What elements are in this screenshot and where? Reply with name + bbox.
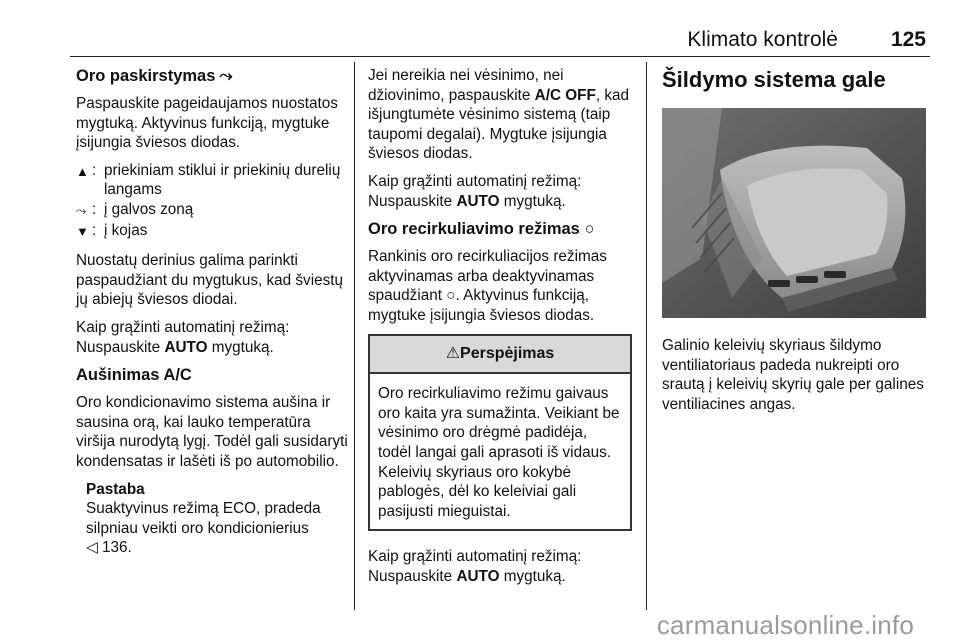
auto-keyword: AUTO	[164, 338, 208, 356]
air-distribution-heading: Oro paskirstymas ⤳	[76, 67, 233, 85]
warning-title: Perspėjimas	[460, 344, 555, 362]
air-distribution-list	[76, 161, 348, 241]
page-reference[interactable]: 136.	[102, 539, 132, 557]
ac-off-text: Jei nereikia nei vėsinimo, nei džiovinimo, paspauskite A/C OFF, kad išjungtumėte vėsinimo sistemą (taip taupomi degalai). Mygtuke įsijungia šviesos diodas.	[368, 67, 630, 163]
combo-text: Nuostatų derinius galima parinkti paspaudžiant du mygtukus, kad šviestų jų abiejų šviesos diodai.	[76, 252, 344, 309]
ac-off-keyword: A/C OFF	[534, 86, 596, 104]
column-3	[662, 66, 930, 422]
column-2	[368, 66, 632, 594]
page-number: 125	[890, 28, 926, 51]
warning-triangle-icon: ⚠	[445, 344, 461, 362]
list-item: ▲ : priekiniam stiklui ir priekinių durelių langams	[76, 161, 341, 199]
note-title: Pastaba	[86, 480, 145, 498]
page-header	[70, 28, 930, 58]
warning-box	[368, 334, 632, 532]
watermark: carmanualsonline.info	[656, 610, 914, 640]
rear-heating-heading: Šildymo sistema gale	[662, 67, 886, 92]
warning-text: Oro recirkuliavimo režimu gaivaus oro kaita yra sumažinta. Veikiant be vėsinimo oro drėgmė padidėja, todėl langai gali aprasoti iš vidaus. Keleivių skyriaus oro kokybė pablogės, dėl ko keleiviai gali pasijusti mieguistai.	[378, 385, 620, 520]
auto-keyword: AUTO	[456, 567, 500, 585]
note	[86, 480, 348, 558]
chapter-title: Klimato kontrolė	[687, 28, 838, 51]
air-distribution-intro: Paspauskite pageidaujamos nuostatos mygtuką. Aktyvinus funkciją, mygtuke įsijungia šviesos diodas.	[76, 95, 338, 152]
note-text: Suaktyvinus režimą ECO, pradeda silpniau veikti oro kondicionierius ◁ 136.	[86, 500, 321, 557]
recirculation-icon: ○	[584, 220, 595, 239]
column-1	[76, 66, 348, 558]
header-rule	[70, 56, 930, 57]
auto-keyword: AUTO	[456, 192, 500, 210]
cooling-text: Oro kondicionavimo sistema aušina ir sausina orą, kai lauko temperatūra viršija nurodytą lygį. Todėl gali susidaryti kondensatas ir lašėti iš po automobilio.	[76, 394, 348, 470]
auto-instruction: Kaip grąžinti automatinį režimą: Nuspauskite AUTO mygtuką.	[368, 548, 582, 585]
feet-arrow-down-icon: ▼	[76, 223, 89, 239]
warning-header	[370, 336, 630, 375]
rear-vent-photo	[662, 108, 926, 318]
recirculation-text: Rankinis oro recirkuliacijos režimas aktyvinamas arba deaktyvinamas spaudžiant ○. Aktyvinus funkciją, mygtuke įsijungia šviesos diodas.	[368, 248, 607, 324]
recirculation-heading: Oro recirkuliavimo režimas ○	[368, 220, 595, 239]
list-item: ⤳ : į galvos zoną	[76, 200, 348, 221]
windscreen-arrow-up-icon: ▲	[76, 163, 89, 179]
auto-instruction: Kaip grąžinti automatinį režimą: Nuspauskite AUTO mygtuką.	[368, 172, 582, 210]
column-divider	[354, 62, 355, 610]
auto-instruction: Kaip grąžinti automatinį režimą: Nuspauskite AUTO mygtuką.	[76, 318, 290, 356]
page-reference-icon: ◁	[86, 539, 98, 557]
air-distribution-icon: ⤳	[219, 67, 233, 85]
head-zone-icon: ⤳	[76, 202, 87, 218]
column-divider	[646, 62, 647, 610]
list-item: ▼ : į kojas	[76, 221, 348, 242]
recirculation-icon: ○	[446, 287, 456, 305]
cooling-heading: Aušinimas A/C	[76, 366, 192, 385]
rear-heating-text: Galinio keleivių skyriaus šildymo ventiliatoriaus padeda nukreipti oro srautą į keleivių skyrių gale per galines ventiliacines angas.	[662, 337, 924, 413]
